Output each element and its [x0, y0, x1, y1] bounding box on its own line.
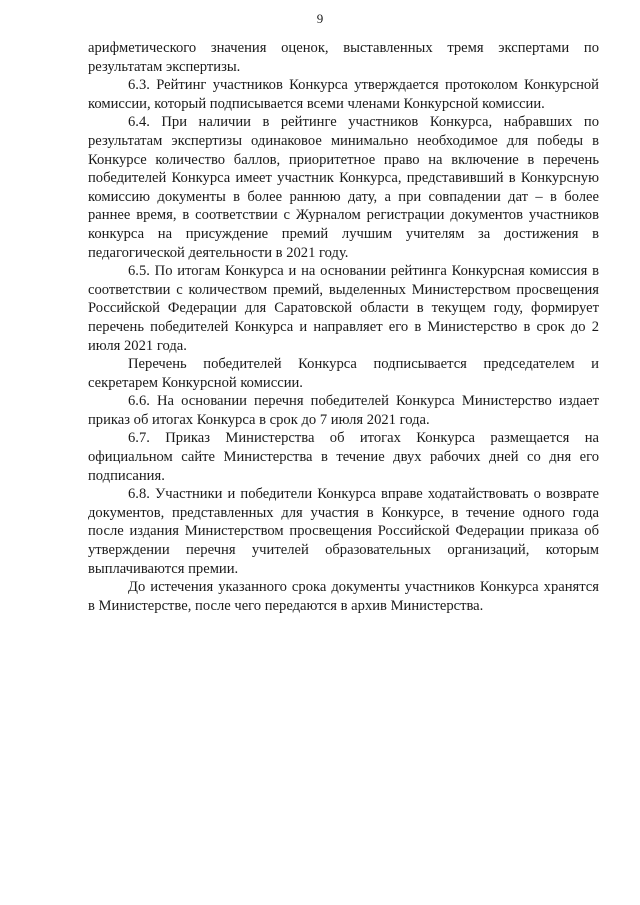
paragraph-6-4: 6.4. При наличии в рейтинге участников Конкурса, набравших по результатам экспертизы одинаковое минимально необходимое для победы в Конкурсе количество баллов, приоритетное право на включение в перечень победителей Конкурса имеет участник Конкурса, представивший в Конкурсную комиссию документы в более раннюю дату, а при совпадении дат – в более раннее время, в соответствии с Журналом регистрации документов участников конкурса на присуждение премий лучшим учителям за достижения в педагогической деятельности в 2021 году. — [88, 114, 599, 261]
page-number: 9 — [316, 11, 324, 26]
paragraph-6-8: 6.8. Участники и победители Конкурса вправе ходатайствовать о возврате документов, представленных для участия в Конкурсе, в течение одного года после издания Министерством просвещения Российской Федерации приказа об утверждении перечня учителей образовательных организаций, которым выплачиваются премии. — [88, 486, 599, 577]
paragraph-documents-storage: До истечения указанного срока документы участников Конкурса хранятся в Министерстве, после чего передаются в архив Министерства. — [88, 579, 599, 614]
paragraph-6-5: 6.5. По итогам Конкурса и на основании рейтинга Конкурсная комиссия в соответствии с количеством премий, выделенных Министерством просвещения Российской Федерации для Саратовской области в текущем году, формирует перечень победителей Конкурса и направляет его в Министерство в срок до 2 июля 2021 года. — [88, 263, 599, 354]
document-body — [88, 39, 599, 615]
paragraph-6-6: 6.6. На основании перечня победителей Конкурса Министерство издает приказ об итогах Конкурса в срок до 7 июля 2021 года. — [88, 393, 599, 428]
paragraph-6-7: 6.7. Приказ Министерства об итогах Конкурса размещается на официальном сайте Министерства в течение двух рабочих дней со дня его подписания. — [88, 430, 599, 484]
paragraph-winners-list-signing: Перечень победителей Конкурса подписывается председателем и секретарем Конкурсной комиссии. — [88, 356, 599, 391]
paragraph-continuation: арифметического значения оценок, выставленных тремя экспертами по результатам экспертизы. — [88, 40, 599, 75]
paragraph-6-3: 6.3. Рейтинг участников Конкурса утверждается протоколом Конкурсной комиссии, который подписывается всеми членами Конкурсной комиссии. — [88, 77, 599, 112]
